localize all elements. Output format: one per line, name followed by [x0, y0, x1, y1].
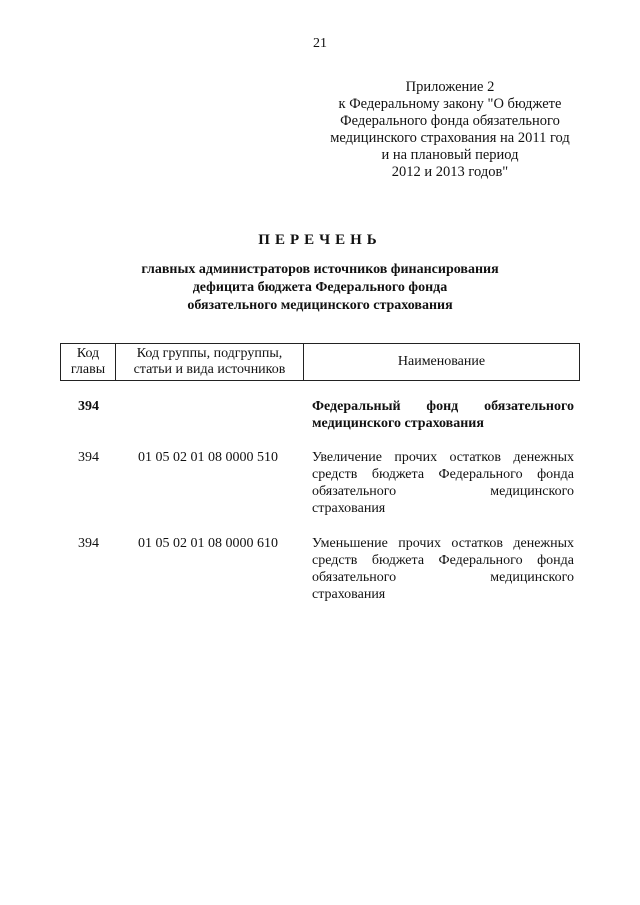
name-line: обязательного медицинского — [312, 570, 574, 585]
page-number: 21 — [313, 36, 327, 51]
name-line: Федеральный фонд обязательного — [312, 399, 574, 414]
document-title: ПЕРЕЧЕНЬ — [258, 232, 382, 248]
appendix-note — [300, 79, 600, 181]
appendix-line: Приложение 2 — [405, 79, 495, 95]
appendix-line: 2012 и 2013 годов" — [391, 164, 509, 180]
header-text: главы — [70, 362, 106, 377]
subtitle-line: обязательного медицинского страхования — [187, 298, 453, 313]
appendix-line: медицинского страхования на 2011 год — [330, 130, 570, 146]
header-source-code — [116, 344, 304, 380]
row-name — [312, 449, 574, 517]
name-line: Увеличение прочих остатков денежных — [312, 450, 574, 465]
header-text: Код — [76, 346, 100, 361]
name-line: средств бюджета Федерального фонда — [312, 553, 574, 568]
source-code: 01 05 02 01 08 0000 610 — [138, 536, 278, 551]
name-line: страхования — [312, 587, 386, 602]
name-line: страхования — [312, 501, 386, 516]
header-text: Наименование — [397, 354, 486, 369]
appendix-line: и на плановый период — [381, 147, 519, 163]
name-line: Уменьшение прочих остатков денежных — [312, 536, 574, 551]
header-name — [304, 344, 579, 380]
chapter-code: 394 — [78, 450, 99, 465]
document-subtitle — [0, 261, 640, 315]
subtitle-line: главных администраторов источников финансирования — [141, 262, 499, 277]
table-header — [60, 343, 580, 381]
header-text: статьи и вида источников — [133, 362, 286, 377]
appendix-line: Федерального фонда обязательного — [340, 113, 560, 129]
name-line: медицинского страхования — [312, 416, 484, 431]
appendix-line: к Федеральному закону "О бюджете — [338, 96, 562, 112]
row-name — [312, 398, 574, 432]
row-name — [312, 535, 574, 603]
header-chapter-code — [61, 344, 116, 380]
name-line: средств бюджета Федерального фонда — [312, 467, 574, 482]
header-text: Код группы, подгруппы, — [136, 346, 283, 361]
chapter-code: 394 — [78, 536, 99, 551]
chapter-code: 394 — [78, 399, 99, 414]
source-code: 01 05 02 01 08 0000 510 — [138, 450, 278, 465]
subtitle-line: дефицита бюджета Федерального фонда — [192, 280, 448, 295]
name-line: обязательного медицинского — [312, 484, 574, 499]
